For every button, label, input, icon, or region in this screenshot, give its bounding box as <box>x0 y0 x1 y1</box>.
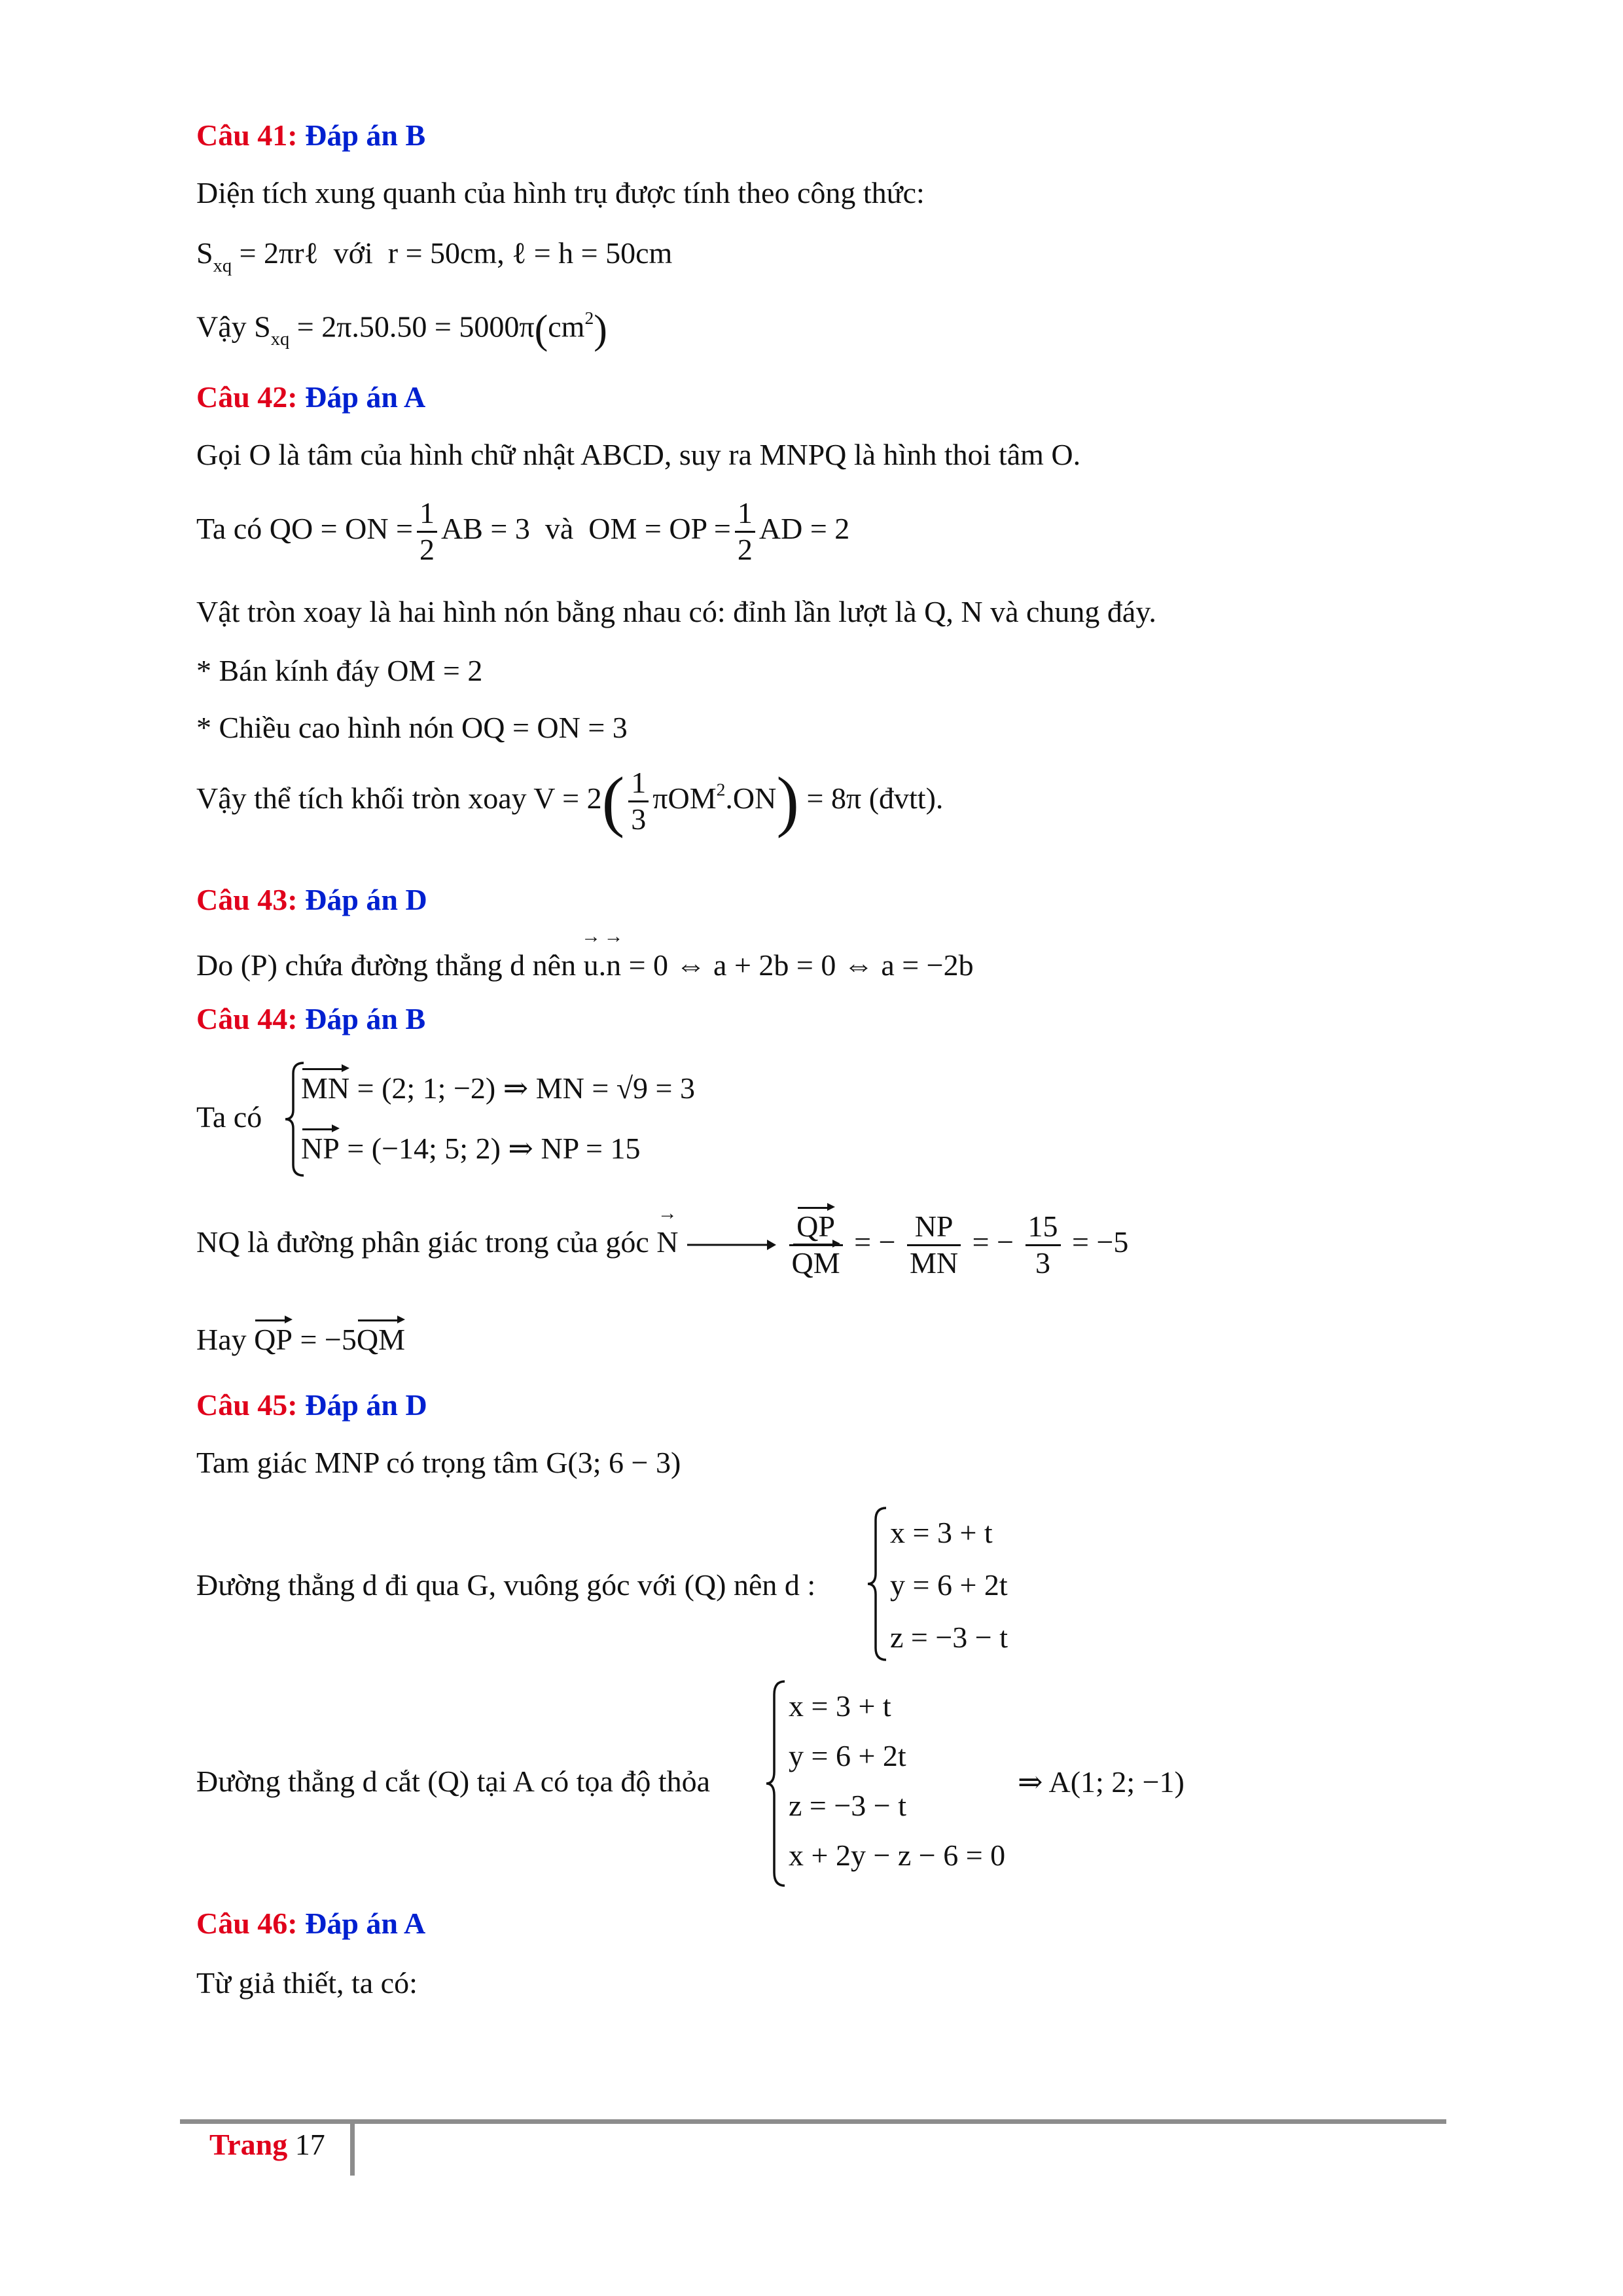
q42-bullet1 <box>196 653 482 688</box>
q45-answer: Đáp án D <box>305 1388 427 1422</box>
q42-eq1-right: AB = 3 <box>441 511 530 545</box>
q41-result-body: = 2π.50.50 = 5000π <box>296 310 535 344</box>
q42-heading <box>196 380 425 414</box>
q45-brace1 <box>864 1505 890 1662</box>
q46-answer: Đáp án A <box>305 1907 426 1940</box>
q42-volume-left: V = 2 <box>533 781 602 815</box>
q42-bullet2-math: OQ = ON = 3 <box>461 711 628 744</box>
footer-label: Trang <box>209 2128 288 2161</box>
q45-centroid: G(3; 6 − 3) <box>546 1446 681 1479</box>
q45-sys1-y: y = 6 + 2t <box>890 1568 1008 1602</box>
q44-frac-np-mn: $\frac{NP}{MN}$ <box>907 1210 961 1281</box>
q46-heading <box>196 1906 425 1941</box>
q41-result-sub: xq <box>270 329 290 350</box>
q41-result-exp: 2 <box>584 308 594 328</box>
q42-volume-right: = 8π <box>806 781 862 815</box>
q42-eq2-right: AD = 2 <box>758 511 850 545</box>
q44-hay-vec-qp: QP <box>254 1323 293 1356</box>
q41-formula-values: r = 50cm, ℓ = h = 50cm <box>387 236 673 270</box>
q42-text1: Gọi O là tâm của hình chữ nhật ABCD, suy ra MNPQ là hình thoi tâm O. <box>196 438 1081 471</box>
q44-number: Câu 44: <box>196 1002 298 1035</box>
q45-text1 <box>196 1445 681 1480</box>
q41-formula-body: = 2πrℓ <box>239 236 319 270</box>
q42-bullet1-math: OM = 2 <box>387 654 483 687</box>
q44-hay-mid: = −5 <box>300 1323 357 1356</box>
q42-bullet2-label: * Chiều cao hình nón <box>196 711 454 744</box>
q44-bis-text: NQ là đường phân giác trong của góc <box>196 1225 649 1259</box>
q44-ta-co: Ta có <box>196 1100 262 1134</box>
q42-volume-label: Vậy thể tích khối tròn xoay <box>196 781 527 815</box>
q45-heading <box>196 1388 427 1422</box>
q42-and: và <box>544 511 574 545</box>
q43-vec-dot: . <box>598 948 607 982</box>
q44-line1-rest: = (2; 1; −2) ⇒ MN = √9 = 3 <box>357 1071 696 1105</box>
q42-volume-inner2: .ON <box>725 781 777 815</box>
q41-heading <box>196 118 425 152</box>
q44-bisector <box>196 1210 1128 1281</box>
q45-line-text <box>196 1568 815 1602</box>
q44-minus2: = − <box>972 1225 1014 1259</box>
q42-bullet2 <box>196 710 628 745</box>
q42-eq1-frac: $\frac{1}{2}$ <box>417 496 437 567</box>
q46-number: Câu 46: <box>196 1907 298 1940</box>
q41-text: Diện tích xung quanh của hình trụ được tính theo công thức: <box>196 176 925 209</box>
page-footer <box>209 2127 325 2162</box>
q44-frac-qp-qm: $\frac{QP}{QM}$ <box>789 1210 843 1281</box>
q45-text1-label: Tam giác MNP có trọng tâm <box>196 1446 539 1479</box>
footer-vertical-bar <box>350 2119 355 2176</box>
q42-number: Câu 42: <box>196 380 298 414</box>
q44-vec-np: NP <box>301 1132 340 1165</box>
q41-formula <box>196 236 672 277</box>
q44-answer: Đáp án B <box>305 1002 426 1035</box>
q43-heading <box>196 882 427 917</box>
q42-ta-co: Ta có <box>196 511 262 545</box>
q41-formula-sub: xq <box>213 255 232 276</box>
q45-line-d: d : <box>784 1568 816 1602</box>
q44-frac-15-3: $\frac{15}{3}$ <box>1026 1210 1061 1281</box>
q45-number: Câu 45: <box>196 1388 298 1422</box>
q43-vec-n: n → <box>606 948 621 982</box>
q42-equations <box>196 496 849 567</box>
q44-vec-mn: MN <box>301 1071 350 1105</box>
q42-volume-frac: $\frac{1}{3}$ <box>628 766 649 837</box>
q42-answer: Đáp án A <box>305 380 426 414</box>
q44-line2-rest: = (−14; 5; 2) ⇒ NP = 15 <box>347 1132 641 1165</box>
q45-brace2 <box>762 1679 789 1888</box>
q42-eq1-left: QO = ON = <box>269 511 413 545</box>
q46-text: Từ giả thiết, ta có: <box>196 1966 418 2000</box>
q42-eq2-frac: $\frac{1}{2}$ <box>735 496 755 567</box>
q45-sys2-z: z = −3 − t <box>789 1789 907 1822</box>
q42-text2: Vật tròn xoay là hai hình nón bằng nhau có: đỉnh lần lượt là Q, N và chung đáy. <box>196 595 1156 628</box>
q41-result-s: S <box>254 310 271 344</box>
q42-volume-inner: πOM <box>652 781 717 815</box>
q44-hay-vec-qm: QM <box>356 1323 405 1356</box>
q44-long-arrow <box>686 1237 777 1253</box>
q44-heading <box>196 1001 425 1036</box>
q42-volume-exp: 2 <box>716 779 726 800</box>
q41-number: Câu 41: <box>196 118 298 152</box>
q43-text-label: Do (P) chứa đường thẳng d nên <box>196 948 577 982</box>
q42-volume-unit: (đvtt). <box>868 781 944 815</box>
q41-formula-s: S <box>196 236 213 270</box>
q45-result: ⇒ A(1; 2; −1) <box>1018 1765 1185 1799</box>
q41-result-unit: cm <box>548 310 585 344</box>
q43-text <box>196 948 974 982</box>
q43-rest: = 0 ⇔ a + 2b = 0 ⇔ a = −2b <box>628 948 974 982</box>
q41-answer: Đáp án B <box>305 118 426 152</box>
q45-intersect-text: Đường thẳng d cắt (Q) tại A có tọa độ thỏa <box>196 1765 711 1798</box>
q41-result: Vậy $S_{xq} = 2\pi.50.50 = 5000\pi(cm^2)$ <box>196 307 607 352</box>
q44-line1 <box>301 1070 695 1105</box>
q44-line2 <box>301 1130 640 1166</box>
q45-sys1-z: z = −3 − t <box>890 1621 1008 1654</box>
page-number: 17 <box>294 2128 325 2161</box>
q42-volume: Vậy thể tích khối tròn xoay V = 2( $\frac{1}{3}$ πOM$^2$.ON) = 8π (đvtt). <box>196 763 944 839</box>
q43-vec-u: u → <box>584 948 599 982</box>
q45-sys2-y: y = 6 + 2t <box>789 1739 906 1772</box>
q45-sys2-x: x = 3 + t <box>789 1689 891 1723</box>
q42-eq2-left: OM = OP = <box>588 511 731 545</box>
q43-answer: Đáp án D <box>305 883 427 916</box>
q45-sys2-plane: x + 2y − z − 6 = 0 <box>789 1839 1006 1872</box>
q43-number: Câu 43: <box>196 883 298 916</box>
footer-divider <box>180 2119 1446 2124</box>
q41-formula-with: với <box>333 236 373 270</box>
q42-bullet1-label: * Bán kính đáy <box>196 654 380 687</box>
q45-line-label: Đường thẳng d đi qua G, vuông góc với (Q) nên <box>196 1568 777 1602</box>
q44-hay-label: Hay <box>196 1323 247 1356</box>
q44-hay <box>196 1322 405 1357</box>
q41-result-prefix: Vậy <box>196 310 247 344</box>
q44-bis-result: = −5 <box>1072 1225 1129 1259</box>
q44-bis-angle: N → <box>656 1225 678 1259</box>
q44-minus1: = − <box>854 1225 896 1259</box>
q45-sys1-x: x = 3 + t <box>890 1516 993 1549</box>
